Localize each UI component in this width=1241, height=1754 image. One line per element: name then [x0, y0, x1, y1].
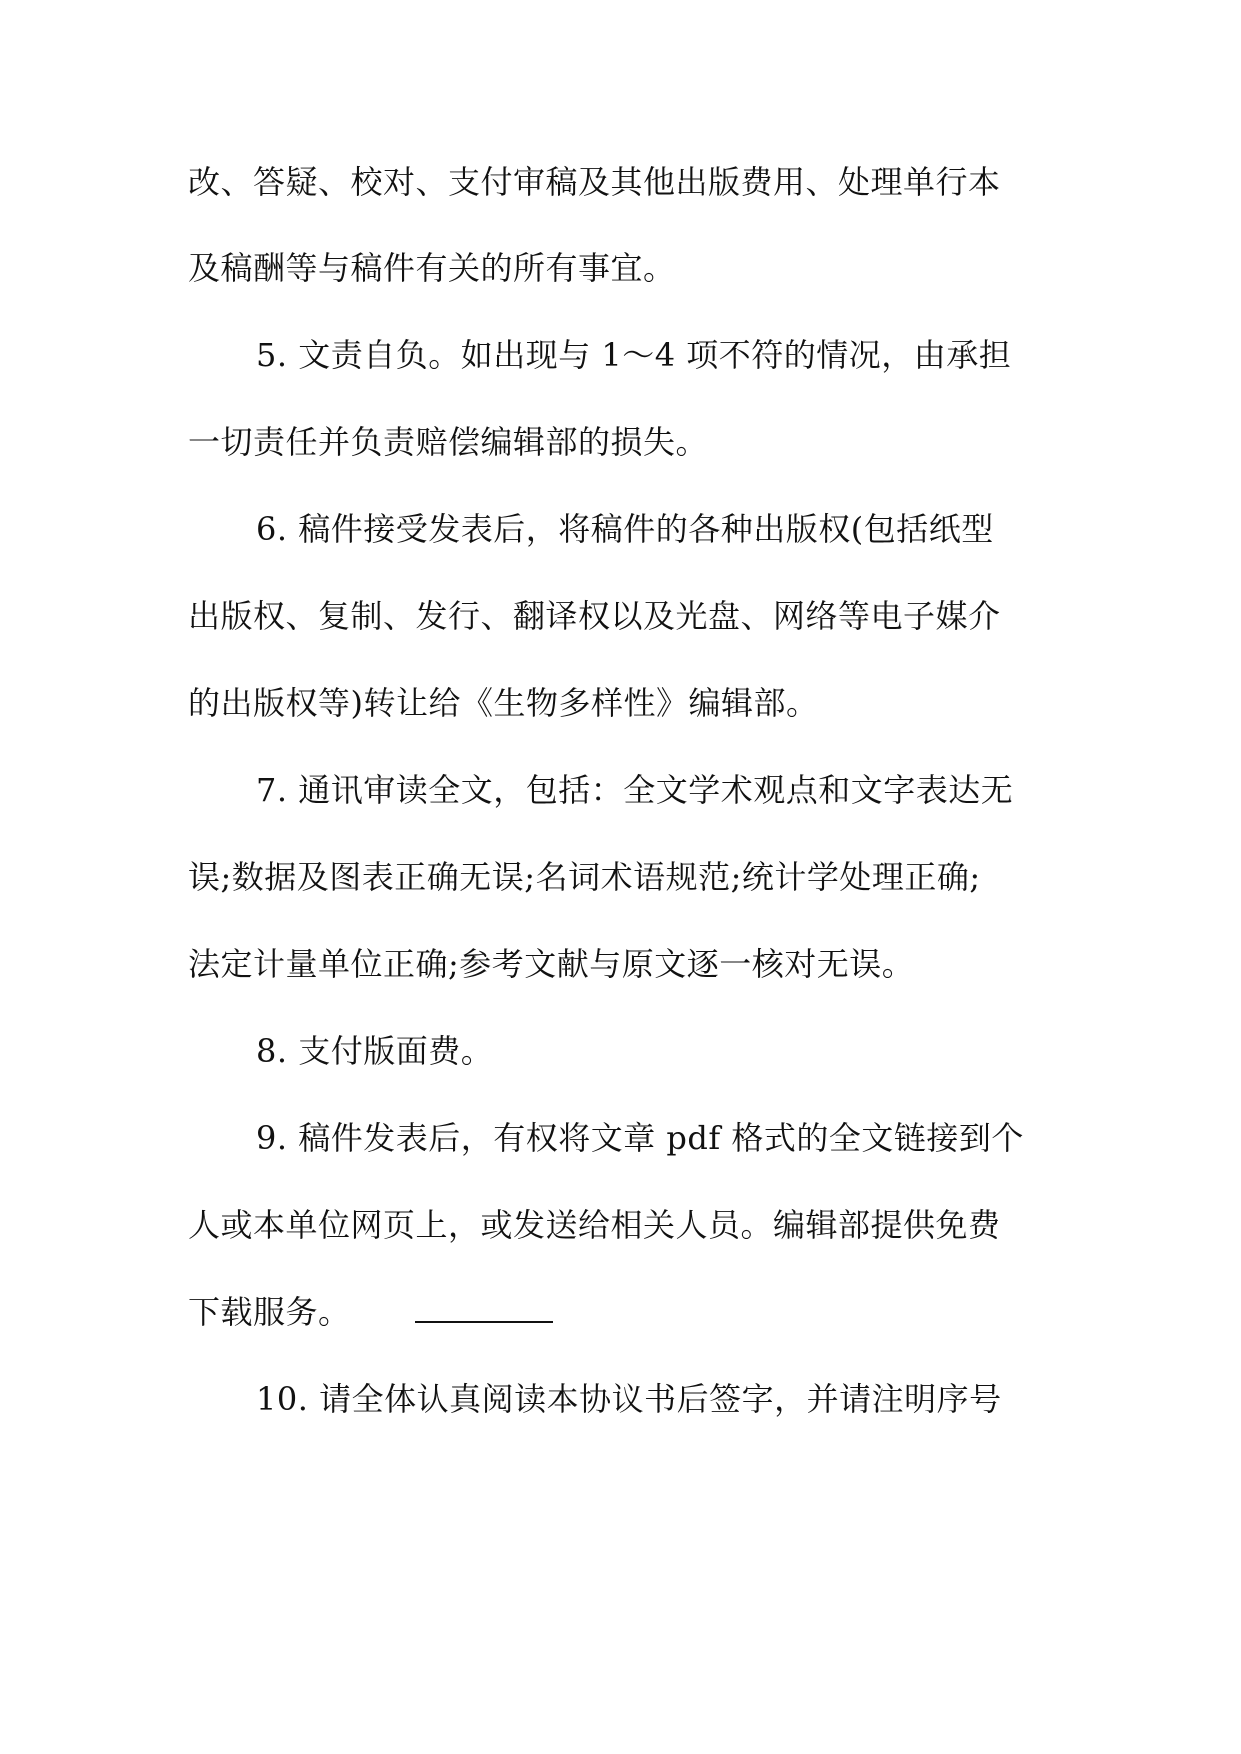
body-text-line: 一切责任并负责赔偿编辑部的损失。: [188, 423, 709, 461]
clause-7-line: 7. 通讯审读全文，包括：全文学术观点和文字表达无: [256, 771, 1014, 809]
clause-6-line: 6. 稿件接受发表后，将稿件的各种出版权(包括纸型: [256, 510, 994, 548]
clause-9-line: 9. 稿件发表后，有权将文章 pdf 格式的全文链接到个: [256, 1119, 1024, 1157]
body-text-line: 的出版权等)转让给《生物多样性》编辑部。: [188, 684, 819, 722]
clause-8-line: 8. 支付版面费。: [256, 1032, 494, 1070]
body-text-line: 法定计量单位正确;参考文献与原文逐一核对无误。: [188, 945, 915, 983]
body-text-line: 改、答疑、校对、支付审稿及其他出版费用、处理单行本: [188, 163, 1001, 201]
body-text-line: 误;数据及图表正确无误;名词术语规范;统计学处理正确;: [188, 858, 981, 896]
body-text-line-with-blank: [188, 1292, 553, 1332]
clause-10-line: 10. 请全体认真阅读本协议书后签字，并请注明序号: [256, 1380, 1002, 1418]
blank-underline: [415, 1293, 553, 1323]
body-text-line: 出版权、复制、发行、翻译权以及光盘、网络等电子媒介: [188, 597, 1001, 635]
body-text-line: 人或本单位网页上，或发送给相关人员。编辑部提供免费: [188, 1206, 1001, 1244]
body-text: 下载服务。: [188, 1293, 351, 1331]
body-text-line: 及稿酬等与稿件有关的所有事宜。: [188, 249, 676, 287]
clause-5-line: 5. 文责自负。如出现与 1～4 项不符的情况，由承担: [256, 336, 1012, 374]
